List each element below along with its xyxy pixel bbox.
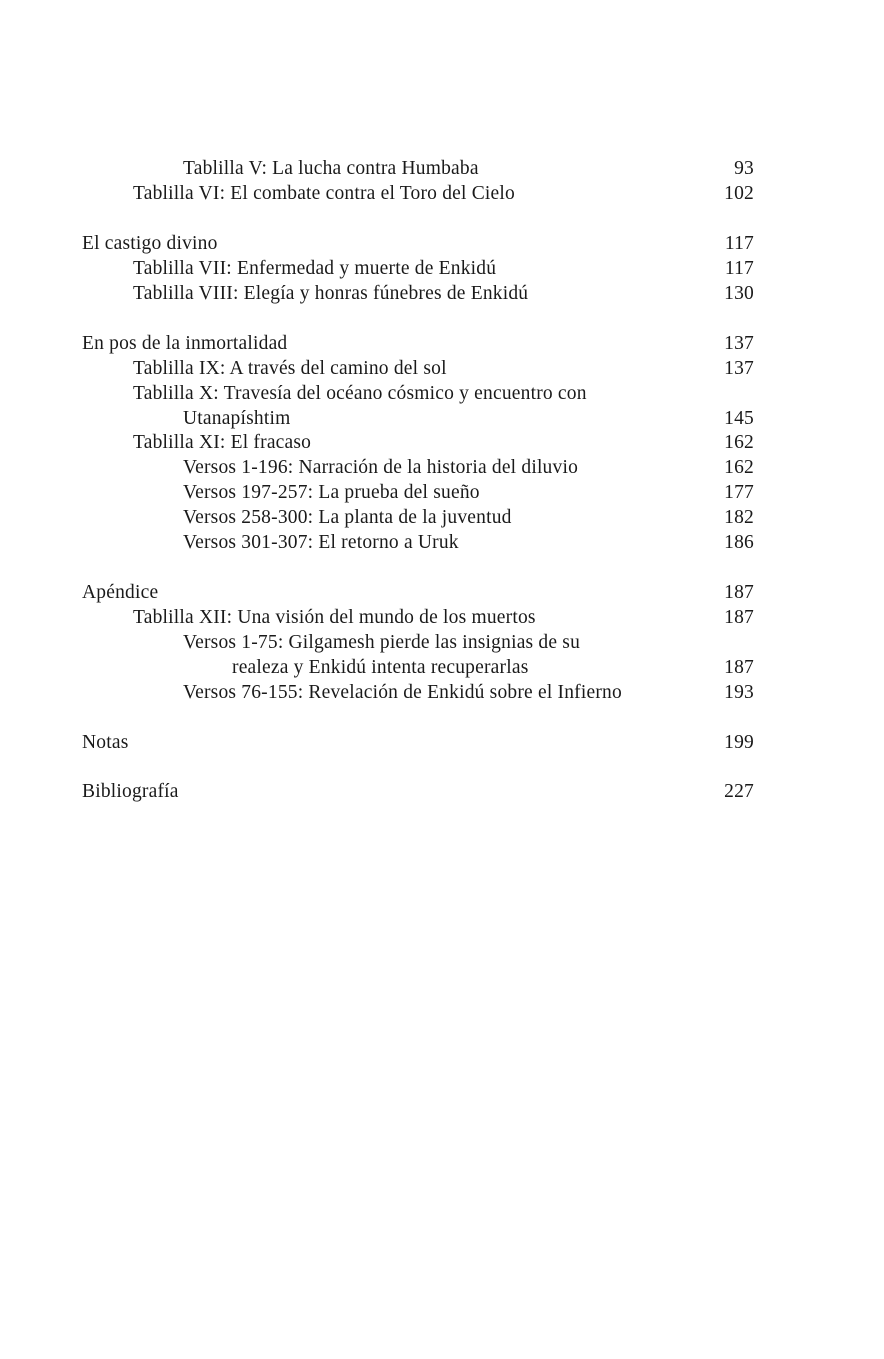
toc-entry-page: 93 — [734, 158, 754, 179]
toc-entry-title: Tablilla XII: Una visión del mundo de los muertos — [133, 607, 536, 628]
toc-subentry — [0, 455, 884, 480]
toc-subentry — [0, 680, 884, 705]
toc-entry-title: Versos 76-155: Revelación de Enkidú sobre el Infierno — [183, 682, 622, 703]
toc-entry-page: 182 — [724, 507, 754, 528]
toc-entry-title: Tablilla VII: Enfermedad y muerte de Enkidú — [133, 258, 497, 279]
toc-entry-page: 137 — [724, 358, 754, 379]
toc-entry-title: Versos 197-257: La prueba del sueño — [183, 482, 480, 503]
toc-entry — [0, 605, 884, 630]
toc-entry-page: 186 — [724, 532, 754, 553]
toc-entry-page: 117 — [724, 233, 754, 254]
toc-entry-page: 177 — [724, 482, 754, 503]
toc-entry-title: realeza y Enkidú intenta recuperarlas — [232, 657, 529, 678]
toc-entry — [0, 381, 884, 406]
toc-subentry — [0, 505, 884, 530]
toc-entry-page: 162 — [724, 432, 754, 453]
toc-entry-title: Tablilla VI: El combate contra el Toro del Cielo — [133, 183, 515, 204]
toc-section-title: Apéndice — [82, 582, 159, 603]
toc-entry — [0, 281, 884, 306]
toc-entry-page: 137 — [724, 333, 754, 354]
toc-entry-title: Versos 258-300: La planta de la juventud — [183, 507, 512, 528]
toc-entry-continuation — [0, 655, 884, 680]
toc-section — [0, 730, 884, 755]
toc-entry-title: Tablilla X: Travesía del océano cósmico y encuentro con — [133, 383, 587, 404]
toc-entry-title: Utanapíshtim — [183, 408, 291, 429]
toc-entry-page: 102 — [724, 183, 754, 204]
toc-entry — [0, 356, 884, 381]
toc-entry-page: 162 — [724, 457, 754, 478]
toc-entry-title: Tablilla V: La lucha contra Humbaba — [183, 158, 479, 179]
toc-entry-title: Tablilla VIII: Elegía y honras fúnebres de Enkidú — [133, 283, 529, 304]
toc-subentry — [0, 530, 884, 555]
toc-section — [0, 580, 884, 605]
toc-entry-page: 187 — [724, 582, 754, 603]
toc-entry-title: Versos 1-75: Gilgamesh pierde las insignias de su — [183, 632, 581, 653]
toc-entry — [0, 181, 884, 206]
toc-entry-page: 227 — [724, 781, 754, 802]
toc-entry-continuation — [0, 406, 884, 431]
toc-section-title: En pos de la inmortalidad — [82, 333, 288, 354]
toc-entry-title: Tablilla IX: A través del camino del sol — [133, 358, 447, 379]
toc-subentry — [0, 630, 884, 655]
toc-entry-page: 193 — [724, 682, 754, 703]
toc-entry-page: 187 — [724, 607, 754, 628]
toc-section — [0, 779, 884, 804]
toc-entry-page: 130 — [724, 283, 754, 304]
toc-entry-title: Tablilla XI: El fracaso — [133, 432, 312, 453]
toc-section-title: El castigo divino — [82, 233, 218, 254]
toc-section-title: Bibliografía — [82, 781, 179, 802]
toc-entry-page: 145 — [724, 408, 754, 429]
toc-entry-title: Versos 1-196: Narración de la historia del diluvio — [183, 457, 579, 478]
toc-entry-page: 117 — [724, 258, 754, 279]
toc-section — [0, 231, 884, 256]
toc-entry — [0, 430, 884, 455]
toc-entry-page: 187 — [724, 657, 754, 678]
toc-entry-title: Versos 301-307: El retorno a Uruk — [183, 532, 459, 553]
toc-subentry — [0, 480, 884, 505]
toc-entry-page: 199 — [724, 732, 754, 753]
toc-entry — [0, 156, 884, 181]
toc-section — [0, 331, 884, 356]
toc-section-title: Notas — [82, 732, 129, 753]
toc-entry — [0, 256, 884, 281]
